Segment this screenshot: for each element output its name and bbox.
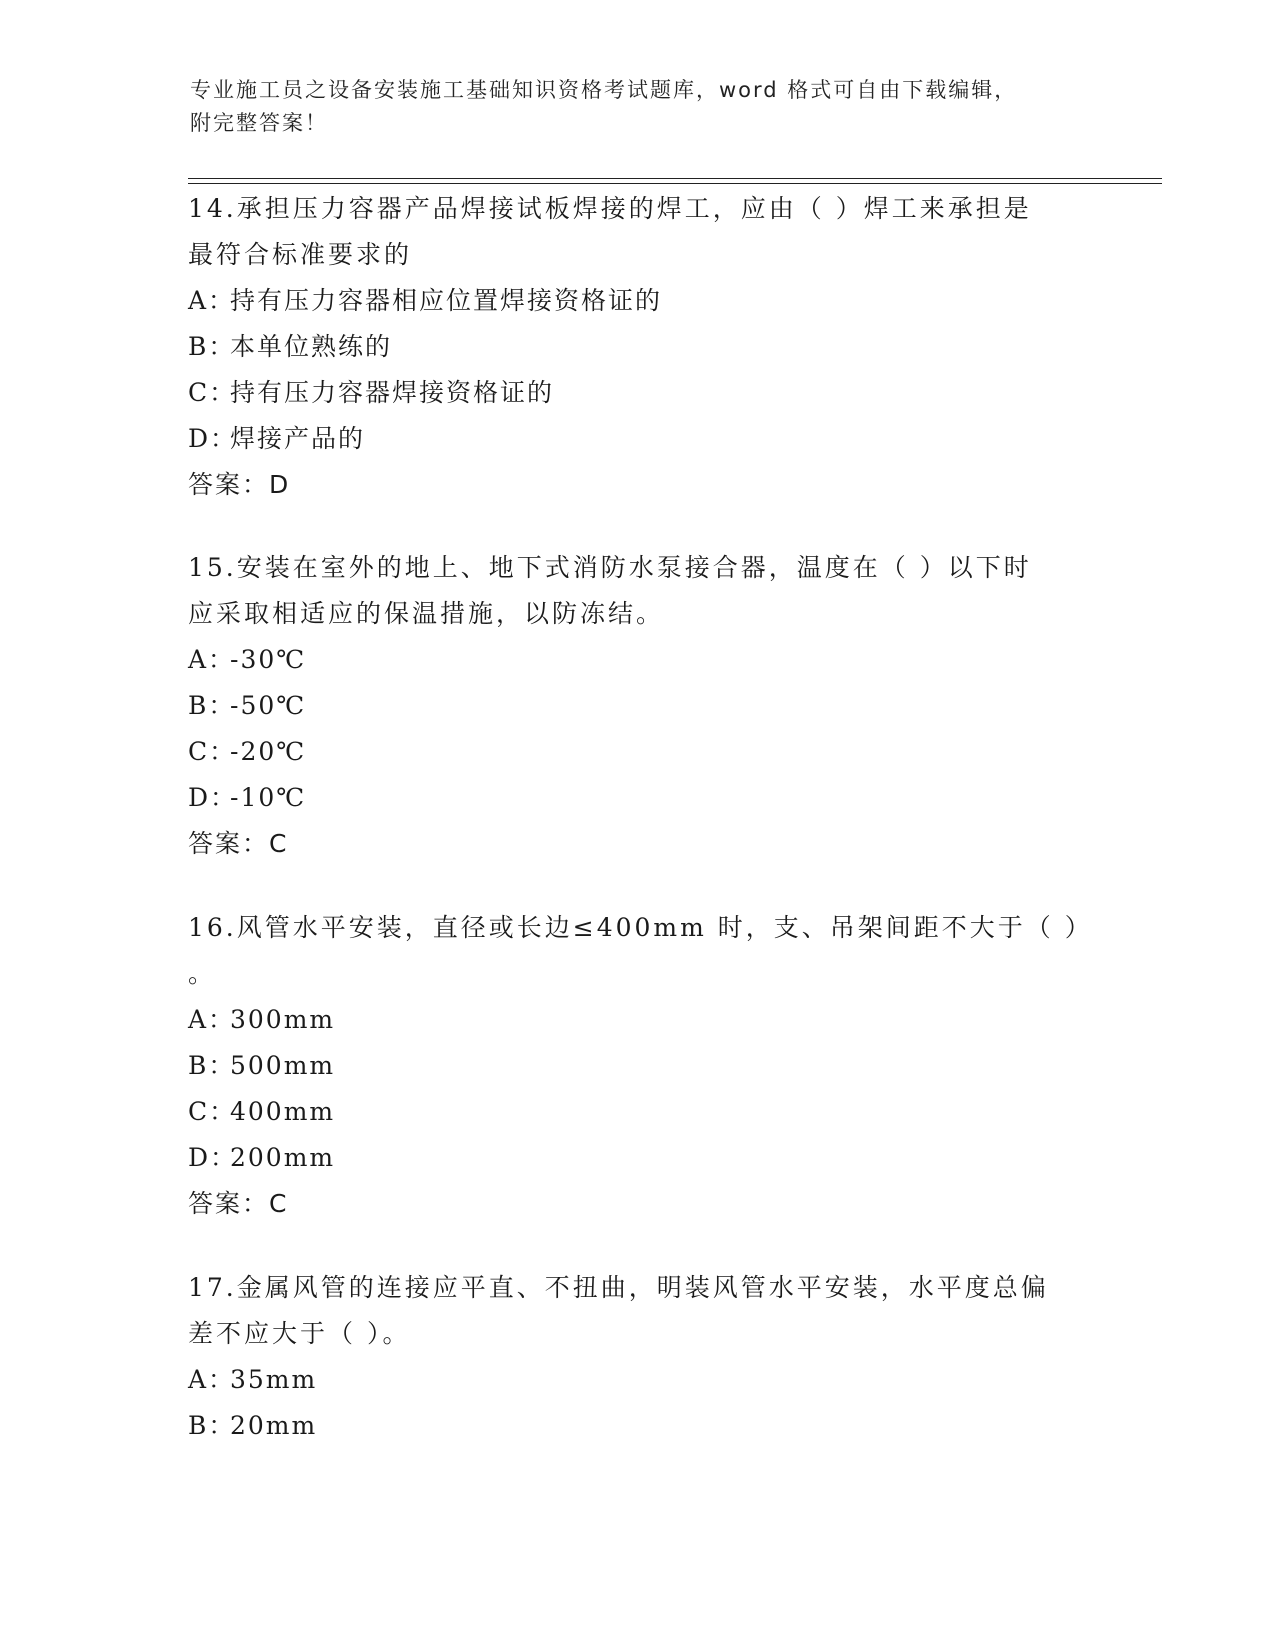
option-c xyxy=(188,370,1088,416)
answer-line: 答案：C xyxy=(188,1189,289,1218)
option-letter: A： xyxy=(188,1005,236,1034)
question-stem-line-1: 17.金属风管的连接应平直、不扭曲，明装风管水平安装，水平度总偏 xyxy=(188,1273,1049,1302)
option-letter: C： xyxy=(188,737,237,766)
option-a xyxy=(188,997,1088,1043)
header-divider-top xyxy=(188,178,1162,179)
option-text: 持有压力容器相应位置焊接资格证的 xyxy=(230,286,663,315)
option-letter: B： xyxy=(188,1051,236,1080)
option-text: -30℃ xyxy=(230,645,307,674)
option-text: 20mm xyxy=(230,1411,318,1440)
answer-line: 答案：C xyxy=(188,829,289,858)
question-16 xyxy=(188,905,1093,1227)
option-d xyxy=(188,416,1088,462)
option-letter: C： xyxy=(188,378,237,407)
option-text: -50℃ xyxy=(230,691,307,720)
option-text: 400mm xyxy=(230,1097,336,1126)
option-text: 持有压力容器焊接资格证的 xyxy=(230,378,555,407)
option-text: 本单位熟练的 xyxy=(230,332,393,361)
document-header xyxy=(190,74,1070,140)
header-line-1: 专业施工员之设备安装施工基础知识资格考试题库，word 格式可自由下载编辑， xyxy=(190,78,1018,102)
option-letter: C： xyxy=(188,1097,237,1126)
option-text: 焊接产品的 xyxy=(230,424,366,453)
option-a xyxy=(188,1357,1088,1403)
option-text: 35mm xyxy=(230,1365,318,1394)
option-letter: A： xyxy=(188,286,236,315)
option-c xyxy=(188,729,1088,775)
option-letter: D： xyxy=(188,424,238,453)
option-letter: A： xyxy=(188,1365,236,1394)
option-letter: A： xyxy=(188,645,236,674)
option-text: 500mm xyxy=(230,1051,336,1080)
option-letter: B： xyxy=(188,1411,236,1440)
option-letter: D： xyxy=(188,1143,238,1172)
option-b xyxy=(188,1043,1088,1089)
option-c xyxy=(188,1089,1088,1135)
option-d xyxy=(188,1135,1088,1181)
question-stem-line-1: 14.承担压力容器产品焊接试板焊接的焊工，应由（ ）焊工来承担是 xyxy=(188,194,1032,223)
header-line-2: 附完整答案！ xyxy=(190,111,328,135)
option-b xyxy=(188,1403,1088,1449)
question-stem-line-2: 。 xyxy=(188,959,217,988)
option-d xyxy=(188,775,1088,821)
question-stem-line-1: 16.风管水平安装，直径或长边≤400mm 时，支、吊架间距不大于（ ） xyxy=(188,913,1093,942)
question-15 xyxy=(188,545,1088,867)
option-text: -10℃ xyxy=(230,783,307,812)
header-divider-bottom xyxy=(188,183,1162,184)
answer-line: 答案：D xyxy=(188,470,291,499)
option-text: 300mm xyxy=(230,1005,336,1034)
question-14 xyxy=(188,186,1088,508)
question-stem-line-2: 最符合标准要求的 xyxy=(188,240,413,269)
question-stem-line-1: 15.安装在室外的地上、地下式消防水泵接合器，温度在（ ）以下时 xyxy=(188,553,1032,582)
option-letter: B： xyxy=(188,332,236,361)
option-text: 200mm xyxy=(230,1143,336,1172)
option-b xyxy=(188,683,1088,729)
option-text: -20℃ xyxy=(230,737,307,766)
option-a xyxy=(188,637,1088,683)
question-stem-line-2: 差不应大于（ ）。 xyxy=(188,1319,411,1348)
question-stem-line-2: 应采取相适应的保温措施，以防冻结。 xyxy=(188,599,665,628)
option-b xyxy=(188,324,1088,370)
option-letter: B： xyxy=(188,691,236,720)
option-letter: D： xyxy=(188,783,238,812)
option-a xyxy=(188,278,1088,324)
question-17 xyxy=(188,1265,1088,1449)
